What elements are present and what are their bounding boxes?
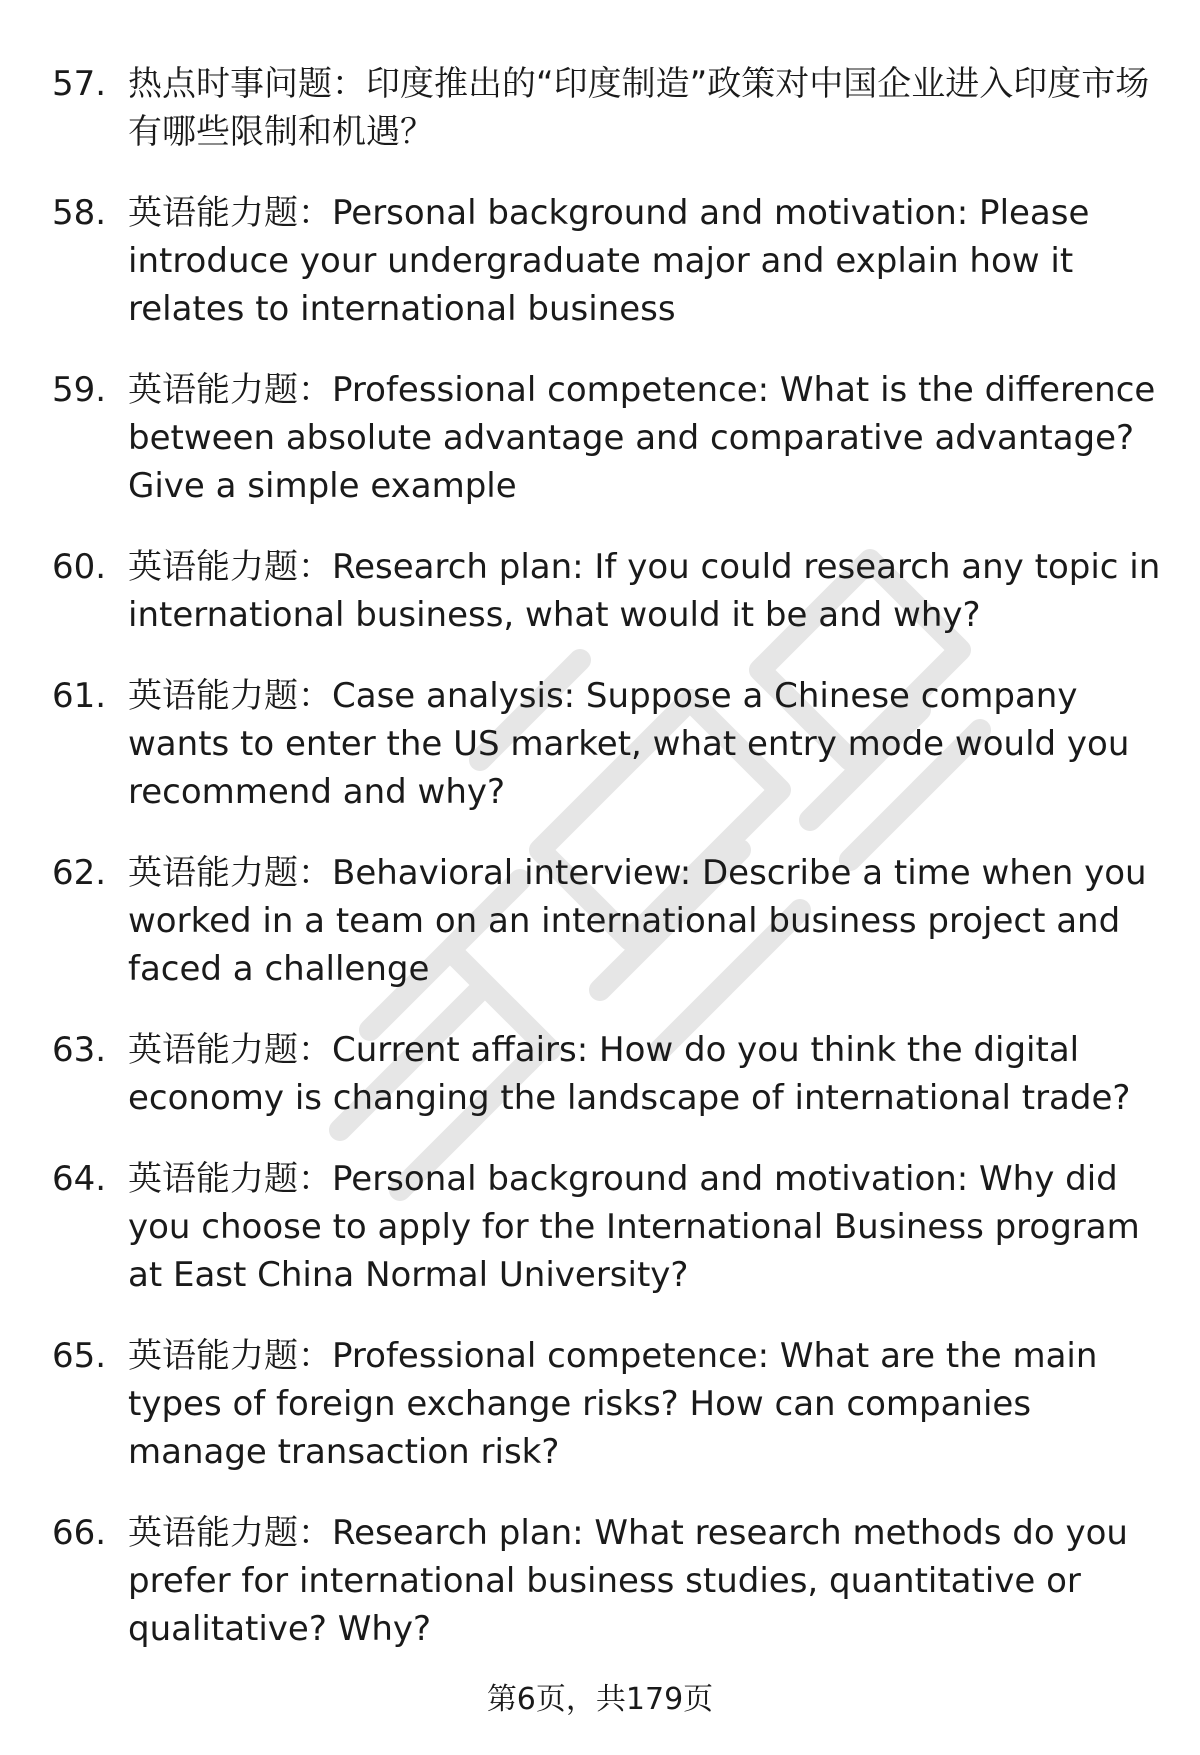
question-number: 57. bbox=[52, 64, 107, 104]
question-text: 英语能力题：Personal background and motivation: Why did you choose to apply for the International Business program at East China Normal University? bbox=[128, 1159, 1140, 1295]
question-text: 英语能力题：Professional competence: What is the difference between absolute advantage and comparative advantage? Give a simple example bbox=[128, 370, 1156, 506]
question-text: 英语能力题：Research plan: If you could research any topic in international business, what would it be and why? bbox=[128, 547, 1161, 635]
question-text: 英语能力题：Behavioral interview: Describe a time when you worked in a team on an international business project and faced a challenge bbox=[128, 853, 1147, 989]
question-item-57 bbox=[52, 60, 1162, 156]
question-item-60 bbox=[52, 543, 1162, 639]
question-item-66 bbox=[52, 1509, 1162, 1653]
question-text: 英语能力题：Current affairs: How do you think the digital economy is changing the landscape of international trade? bbox=[128, 1030, 1131, 1118]
question-number: 58. bbox=[52, 193, 107, 233]
question-number: 65. bbox=[52, 1336, 107, 1376]
question-item-64 bbox=[52, 1155, 1162, 1299]
question-number: 61. bbox=[52, 676, 107, 716]
question-number: 60. bbox=[52, 547, 107, 587]
question-text: 英语能力题：Research plan: What research methods do you prefer for international business studies, quantitative or qualitative? Why? bbox=[128, 1513, 1128, 1649]
question-list bbox=[52, 60, 1162, 1686]
question-item-62 bbox=[52, 849, 1162, 993]
question-number: 63. bbox=[52, 1030, 107, 1070]
question-text: 英语能力题：Professional competence: What are the main types of foreign exchange risks? How can companies manage transaction risk? bbox=[128, 1336, 1098, 1472]
page-footer: 第6页，共179页 bbox=[486, 1682, 714, 1717]
question-item-58 bbox=[52, 189, 1162, 333]
question-number: 59. bbox=[52, 370, 107, 410]
question-number: 62. bbox=[52, 853, 107, 893]
question-text: 热点时事问题：印度推出的“印度制造”政策对中国企业进入印度市场有哪些限制和机遇？ bbox=[128, 64, 1150, 152]
question-number: 64. bbox=[52, 1159, 107, 1199]
question-item-59 bbox=[52, 366, 1162, 510]
question-text: 英语能力题：Case analysis: Suppose a Chinese company wants to enter the US market, what entry mode would you recommend and why? bbox=[128, 676, 1130, 812]
question-item-61 bbox=[52, 672, 1162, 816]
question-number: 66. bbox=[52, 1513, 107, 1553]
question-item-65 bbox=[52, 1332, 1162, 1476]
question-item-63 bbox=[52, 1026, 1162, 1122]
question-text: 英语能力题：Personal background and motivation: Please introduce your undergraduate major and explain how it relates to international business bbox=[128, 193, 1090, 329]
